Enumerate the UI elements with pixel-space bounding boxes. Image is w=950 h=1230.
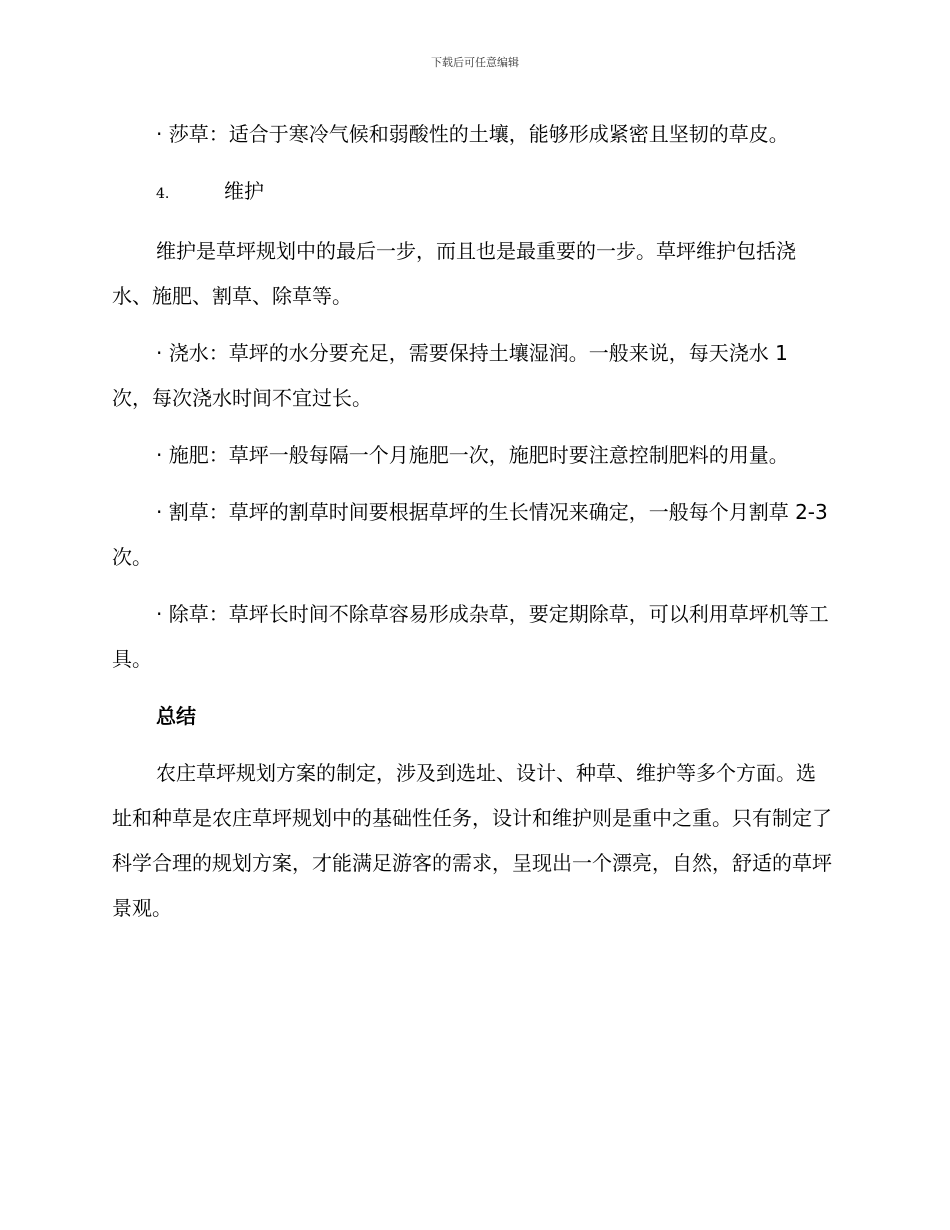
paragraph-mowing: · 割草：草坪的割草时间要根据草坪的生长情况来确定，一般每个月割草 2-3 次。	[112, 500, 828, 569]
paragraph-weeding: · 除草：草坪长时间不除草容易形成杂草，要定期除草，可以利用草坪机等工具。	[112, 602, 829, 671]
paragraph-fertilizing: · 施肥：草坪一般每隔一个月施肥一次，施肥时要注意控制肥料的用量。	[156, 443, 789, 467]
section-title: 维护	[224, 179, 264, 203]
page-header: 下载后可任意编辑	[431, 56, 519, 69]
paragraph-summary: 农庄草坪规划方案的制定，涉及到选址、设计、种草、维护等多个方面。选址和种草是农庄草坪规划中的基础性任务，设计和维护则是重中之重。只有制定了科学合理的规划方案，才能满足游客的需求，呈现出一个漂亮，自然，舒适的草坪景观。	[112, 761, 832, 920]
paragraph-watering: · 浇水：草坪的水分要充足，需要保持土壤湿润。一般来说，每天浇水 1 次，每次浇水时间不宜过长。	[112, 341, 788, 410]
section-heading-maintenance	[112, 169, 834, 217]
paragraph-maintenance-intro: 维护是草坪规划中的最后一步，而且也是最重要的一步。草坪维护包括浇水、施肥、割草、除草等。	[112, 239, 796, 308]
document-body	[112, 112, 834, 943]
paragraph-sedge: · 莎草：适合于寒冷气候和弱酸性的土壤，能够形成紧密且坚韧的草皮。	[156, 122, 789, 146]
section-number: 4.	[156, 186, 170, 202]
summary-heading: 总结	[156, 704, 196, 728]
